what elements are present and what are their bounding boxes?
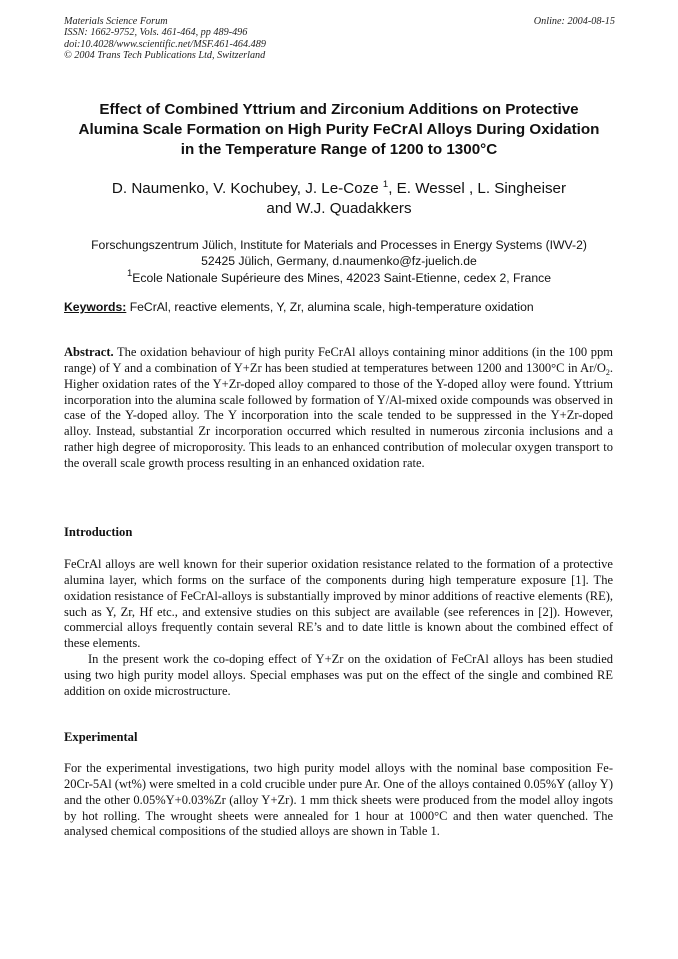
title-line-2: Alumina Scale Formation on High Purity FeCrAl Alloys During Oxidation (78, 121, 600, 138)
doi-link[interactable]: doi:10.4028/www.scientific.net/MSF.461-464.489 (64, 38, 266, 50)
keywords (64, 299, 624, 315)
author-list (40, 179, 638, 219)
issn-line: ISSN: 1662-9752, Vols. 461-464, pp 489-496 (64, 27, 248, 39)
online-date: Online: 2004-08-15 (533, 16, 615, 27)
abstract-text-b: . Higher oxidation rates of the Y+Zr-doped alloy compared to those of the Y-doped alloy were found. Yttrium incorporation into the alumina scale followed by formation of Y/Al-mixed oxide compounds was observed in case of the Y-doped alloy. The Y incorporation into the scale tended to be suppressed in the Y+Zr-doped alloy. Instead, substantial Zr incorporation occurred which resulted in numerous zirconia inclusions and a rather high degree of microporosity. This leads to an enhanced contribution of molecular oxygen transport to the overall scale growth process resulting in an enhanced oxidation rate. (64, 360, 613, 470)
experimental-paragraph-1: For the experimental investigations, two high purity model alloys with the nominal base composition Fe-20Cr-5Al (wt%) were smelted in a cold crucible under pure Ar. One of the alloys contained 0.05%Y (alloy Y) and the other 0.05%Y+0.03%Zr (alloy Y+Zr). 1 mm thick sheets were produced from the model alloy ingots by hot rolling. The wrought sheets were annealed for 1 hour at 1000°C and then water quenched. The analysed chemical compositions of the studied alloys are shown in Table 1. (64, 761, 613, 839)
copyright-line: © 2004 Trans Tech Publications Ltd, Switzerland (64, 50, 266, 62)
authors-line-1 (40, 179, 638, 199)
affiliations (40, 237, 638, 286)
introduction-paragraph-1: FeCrAl alloys are well known for their superior oxidation resistance related to the formation of a protective alumina layer, which forms on the surface of the components during high temperature exposure [1]. The oxidation resistance of FeCrAl-alloys is substantially improved by minor additions of reactive elements (RE), such as Y, Zr, Hf etc., and extensive studies on this subject are available (see references in [2]). However, commercial alloys frequently contain several RE’s and to date little is known about the combined effect of these elements. (64, 557, 613, 651)
affiliation-marker: 1 (382, 179, 389, 190)
abstract-label: Abstract. (64, 345, 114, 359)
title-line-1: Effect of Combined Yttrium and Zirconium Additions on Protective (99, 101, 579, 118)
keywords-text: FeCrAl, reactive elements, Y, Zr, alumina scale, high-temperature oxidation (126, 300, 534, 314)
abstract-subscript: 2 (605, 367, 610, 377)
affiliation-line-1: Forschungszentrum Jülich, Institute for Materials and Processes in Energy Systems (IWV-2) (91, 238, 587, 252)
introduction-heading: Introduction (64, 525, 133, 539)
affiliation-line-3 (40, 267, 638, 286)
experimental-heading: Experimental (64, 730, 138, 744)
introduction-paragraph-2: In the present work the co-doping effect of Y+Zr on the oxidation of FeCrAl alloys has been studied using two high purity model alloys. Special emphases was put on the effect of the single and combined RE addition on oxide microstructure. (64, 652, 613, 698)
keywords-label: Keywords: (64, 300, 127, 314)
journal-header (64, 16, 615, 62)
title-line-3: in the Temperature Range of 1200 to 1300°C (180, 141, 498, 158)
affiliation-line-3-text: Ecole Nationale Supérieure des Mines, 42023 Saint-Etienne, cedex 2, France (132, 270, 551, 285)
paper-title (40, 100, 638, 160)
affiliation-line-2: 52425 Jülich, Germany, d.naumenko@fz-juelich.de (201, 254, 477, 269)
abstract (64, 345, 613, 472)
affiliation-marker-2: 1 (127, 267, 133, 279)
abstract-text-a: The oxidation behaviour of high purity FeCrAl alloys containing minor additions (in the 100 ppm range) of Y and a combination of Y+Zr has been studied at temperatures between 1200 and 1300°C in Ar/O (64, 345, 613, 375)
journal-name: Materials Science Forum (64, 16, 168, 27)
authors-part-a: D. Naumenko, V. Kochubey, J. Le-Coze (111, 180, 383, 197)
authors-line-2: and W.J. Quadakkers (266, 200, 412, 217)
authors-part-b: , E. Wessel , L. Singheiser (388, 180, 567, 197)
